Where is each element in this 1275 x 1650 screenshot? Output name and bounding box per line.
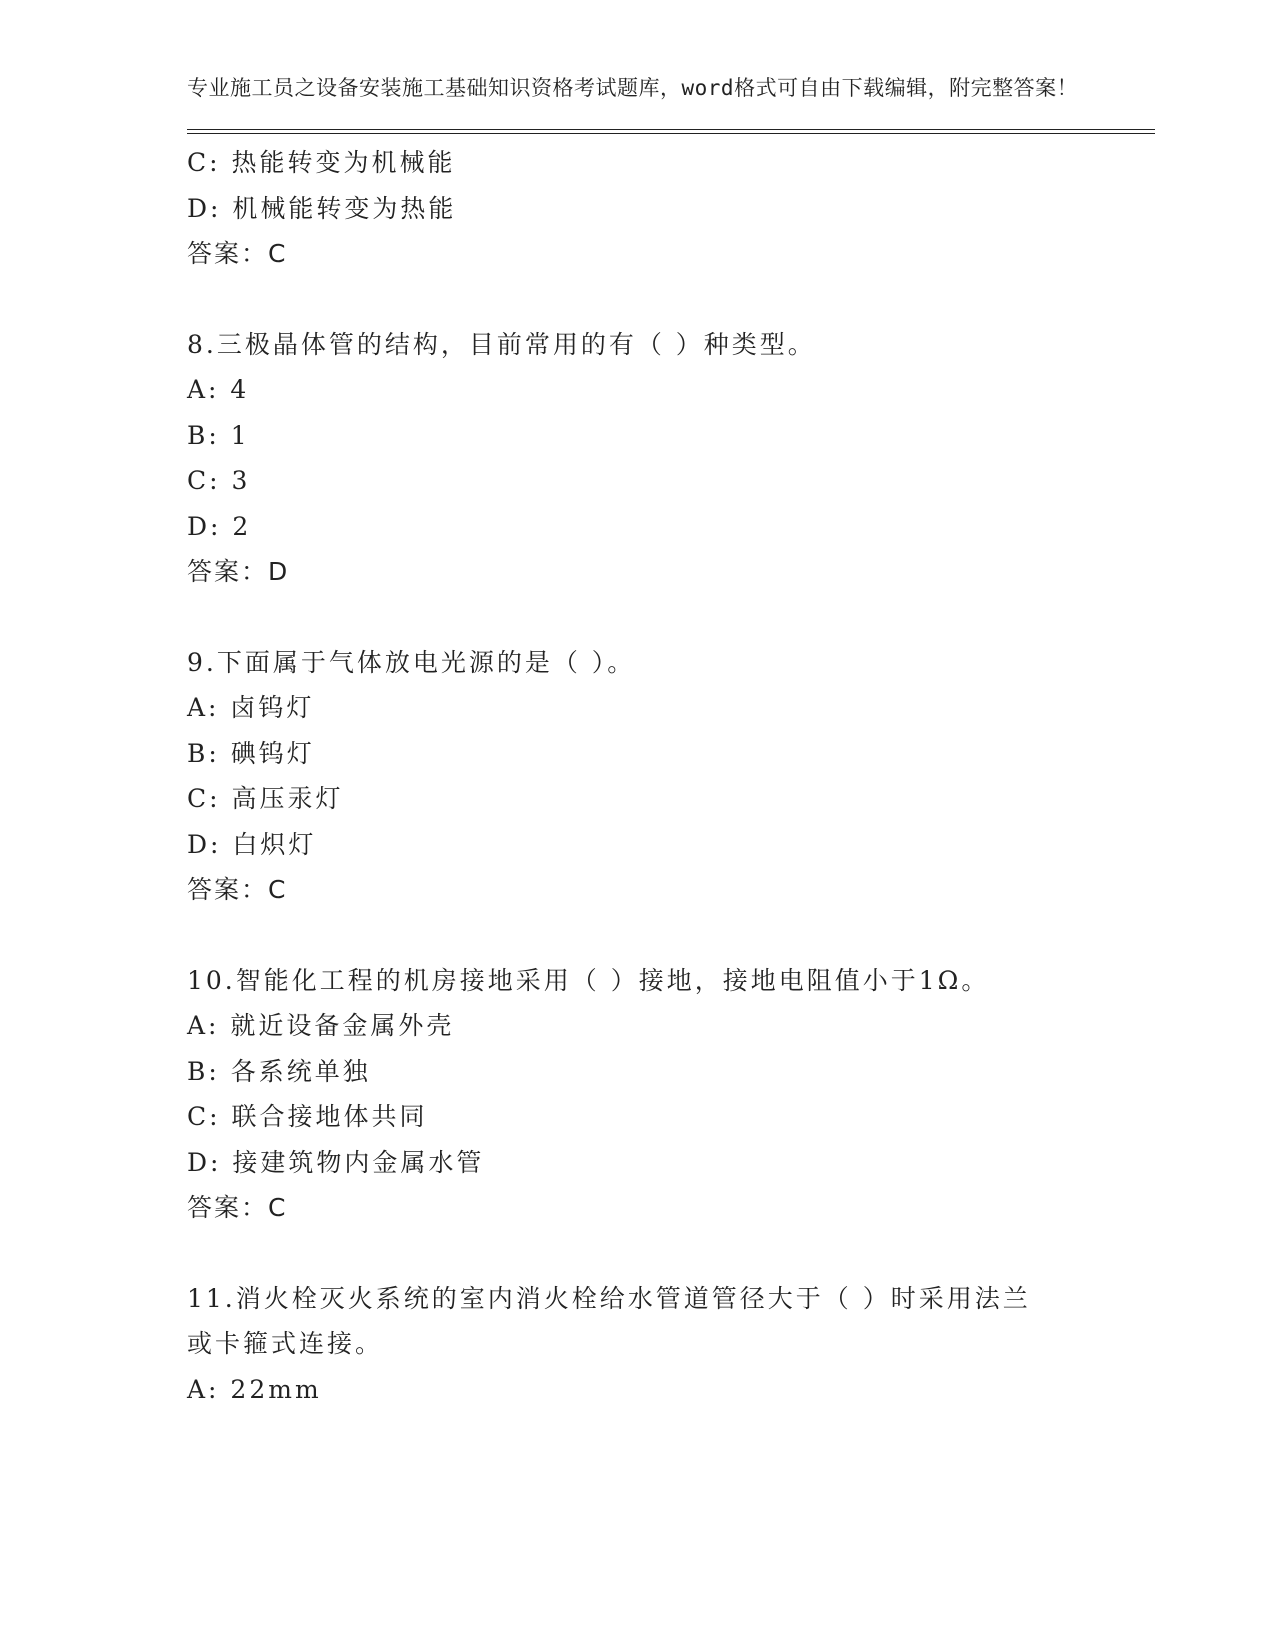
question-stem: 11.消火栓灭火系统的室内消火栓给水管道管径大于（ ）时采用法兰或卡箍式连接。 [187, 1283, 1031, 1358]
option-line: D: 接建筑物内金属水管 [187, 1147, 485, 1177]
option-line: A: 就近设备金属外壳 [187, 1011, 455, 1040]
question-stem: 9.下面属于气体放电光源的是（ ）。 [187, 647, 636, 677]
option-line: C: 联合接地体共同 [187, 1102, 428, 1131]
option-line: C: 高压汞灯 [187, 784, 344, 813]
header-double-rule [187, 129, 1155, 134]
question-stem: 8.三极晶体管的结构，目前常用的有（ ）种类型。 [187, 329, 816, 359]
option-line: B: 各系统单独 [187, 1056, 371, 1086]
option-line: D: 机械能转变为热能 [187, 193, 457, 223]
option-line: C: 热能转变为机械能 [187, 148, 456, 177]
option-line: A: 4 [187, 375, 250, 404]
question-8 [187, 322, 1155, 595]
question-11 [187, 1276, 1155, 1413]
answer-line: 答案：D [187, 557, 290, 586]
question-9 [187, 640, 1155, 913]
answer-line: 答案：C [187, 1193, 288, 1222]
option-line: C: 3 [187, 466, 251, 495]
question-10 [187, 958, 1155, 1231]
option-line: A: 22mm [187, 1374, 322, 1404]
carryover-block [187, 140, 1155, 277]
question-stem: 10.智能化工程的机房接地采用（ ）接地，接地电阻值小于1Ω。 [187, 965, 990, 995]
option-line: B: 1 [187, 420, 250, 450]
option-line: D: 2 [187, 511, 252, 541]
option-line: D: 白炽灯 [187, 829, 317, 859]
option-line: A: 卤钨灯 [187, 693, 315, 722]
answer-line: 答案：C [187, 239, 288, 268]
option-line: B: 碘钨灯 [187, 738, 315, 768]
answer-line: 答案：C [187, 875, 288, 904]
document-header: 专业施工员之设备安装施工基础知识资格考试题库，word格式可自由下载编辑，附完整答案！ [187, 76, 1079, 100]
document-page [187, 72, 1155, 1412]
